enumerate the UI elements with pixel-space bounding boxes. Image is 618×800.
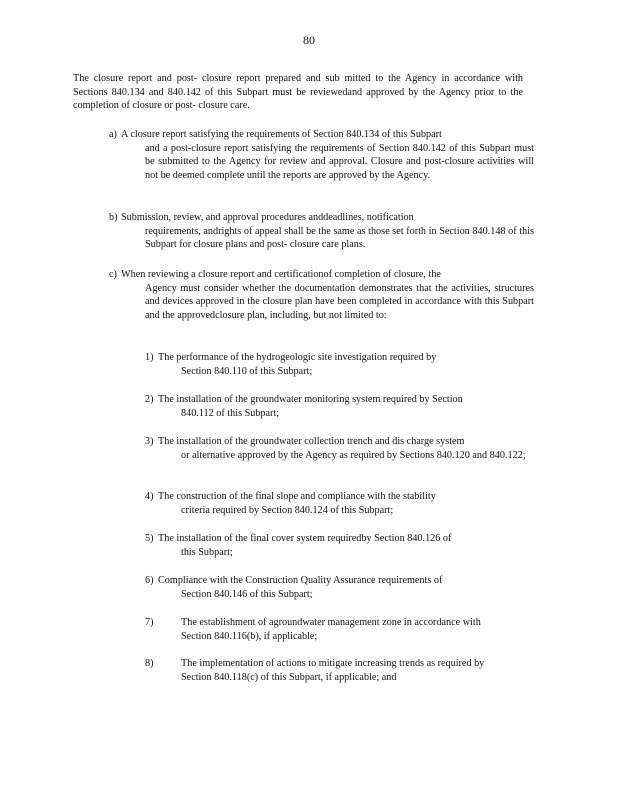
paragraph-body: requirements, andrights of appeal shall be the same as those set forth in Section 840.148 of this Subpart for closure plans and post- closure care plans. bbox=[145, 225, 534, 251]
list-item-first-line: The performance of the hydrogeologic site investigation required by bbox=[158, 352, 437, 363]
paragraph-b bbox=[109, 211, 534, 252]
list-item-body: Section 840.146 of this Subpart; bbox=[181, 588, 313, 600]
paragraph-c bbox=[109, 268, 534, 322]
list-item bbox=[145, 657, 545, 684]
list-item bbox=[145, 616, 545, 643]
list-item-body: Section 840.116(b), if applicable; bbox=[181, 630, 318, 642]
list-item-label: 4) bbox=[145, 491, 154, 502]
list-item-first-line: The installation of the groundwater monitoring system required by Section bbox=[158, 394, 463, 405]
paragraph-body: and a post-closure report satisfying the requirements of Section 840.142 of this Subpart must be submitted to the Agency for review and approval. Closure and post-closure activities will not be deemed complete until the reports are approved by the Agency. bbox=[145, 142, 534, 181]
paragraph-first-line: Submission, review, and approval procedures anddeadlines, notification bbox=[121, 212, 414, 223]
list-item-label: 1) bbox=[145, 352, 154, 363]
paragraph-body: Agency must consider whether the documentation demonstrates that the activities, structures and devices approved in the closure plan have been completed in accordance with this Subpart and the approvedclosure plan, including, but not limited to: bbox=[145, 282, 534, 321]
list-item-label: 2) bbox=[145, 394, 154, 405]
list-item-first-line: Compliance with the Construction Quality Assurance requirements of bbox=[158, 575, 443, 586]
list-item-label: 8) bbox=[145, 658, 154, 669]
list-item-body: criteria required by Section 840.124 of this Subpart; bbox=[181, 504, 394, 516]
paragraph-first-line: When reviewing a closure report and certificationof completion of closure, the bbox=[121, 269, 441, 280]
list-item-body: 840.112 of this Subpart; bbox=[181, 407, 280, 419]
list-item-body: Section 840.118(c) of this Subpart, if applicable; and bbox=[181, 671, 397, 683]
list-item bbox=[145, 574, 545, 601]
page-number: 80 bbox=[303, 33, 315, 47]
list-item-first-line: The implementation of actions to mitigate increasing trends as required by bbox=[181, 658, 485, 669]
list-item bbox=[145, 490, 545, 517]
paragraph-first-line: A closure report satisfying the requirements of Section 840.134 of this Subpart bbox=[121, 129, 442, 140]
list-item-label: 6) bbox=[145, 575, 154, 586]
list-item-label: 7) bbox=[145, 617, 154, 628]
paragraph-label: b) bbox=[109, 212, 118, 223]
list-item bbox=[145, 393, 545, 420]
list-item-label: 5) bbox=[145, 533, 154, 544]
list-item-first-line: The installation of the groundwater collection trench and dis charge system bbox=[158, 436, 465, 447]
list-item-label: 3) bbox=[145, 436, 154, 447]
list-item-first-line: The installation of the final cover system requiredby Section 840.126 of bbox=[158, 533, 452, 544]
list-item bbox=[145, 435, 545, 462]
list-item-first-line: The construction of the final slope and compliance with the stability bbox=[158, 491, 436, 502]
list-item-body: this Subpart; bbox=[181, 546, 233, 558]
list-item bbox=[145, 532, 545, 559]
list-item bbox=[145, 351, 545, 378]
list-item-body: Section 840.110 of this Subpart; bbox=[181, 365, 313, 377]
paragraph-label: a) bbox=[109, 129, 117, 140]
paragraph-a bbox=[109, 128, 534, 182]
list-item-first-line: The establishment of agroundwater management zone in accordance with bbox=[181, 617, 481, 628]
intro-paragraph: The closure report and post- closure report prepared and sub mitted to the Agency in accordance with Sections 840.134 and 840.142 of this Subpart must be reviewedand approved by the Agency prior to the completion of closure or post- closure care. bbox=[73, 73, 523, 112]
paragraph-label: c) bbox=[109, 269, 117, 280]
list-item-body: or alternative approved by the Agency as required by Sections 840.120 and 840.122; bbox=[181, 449, 526, 461]
